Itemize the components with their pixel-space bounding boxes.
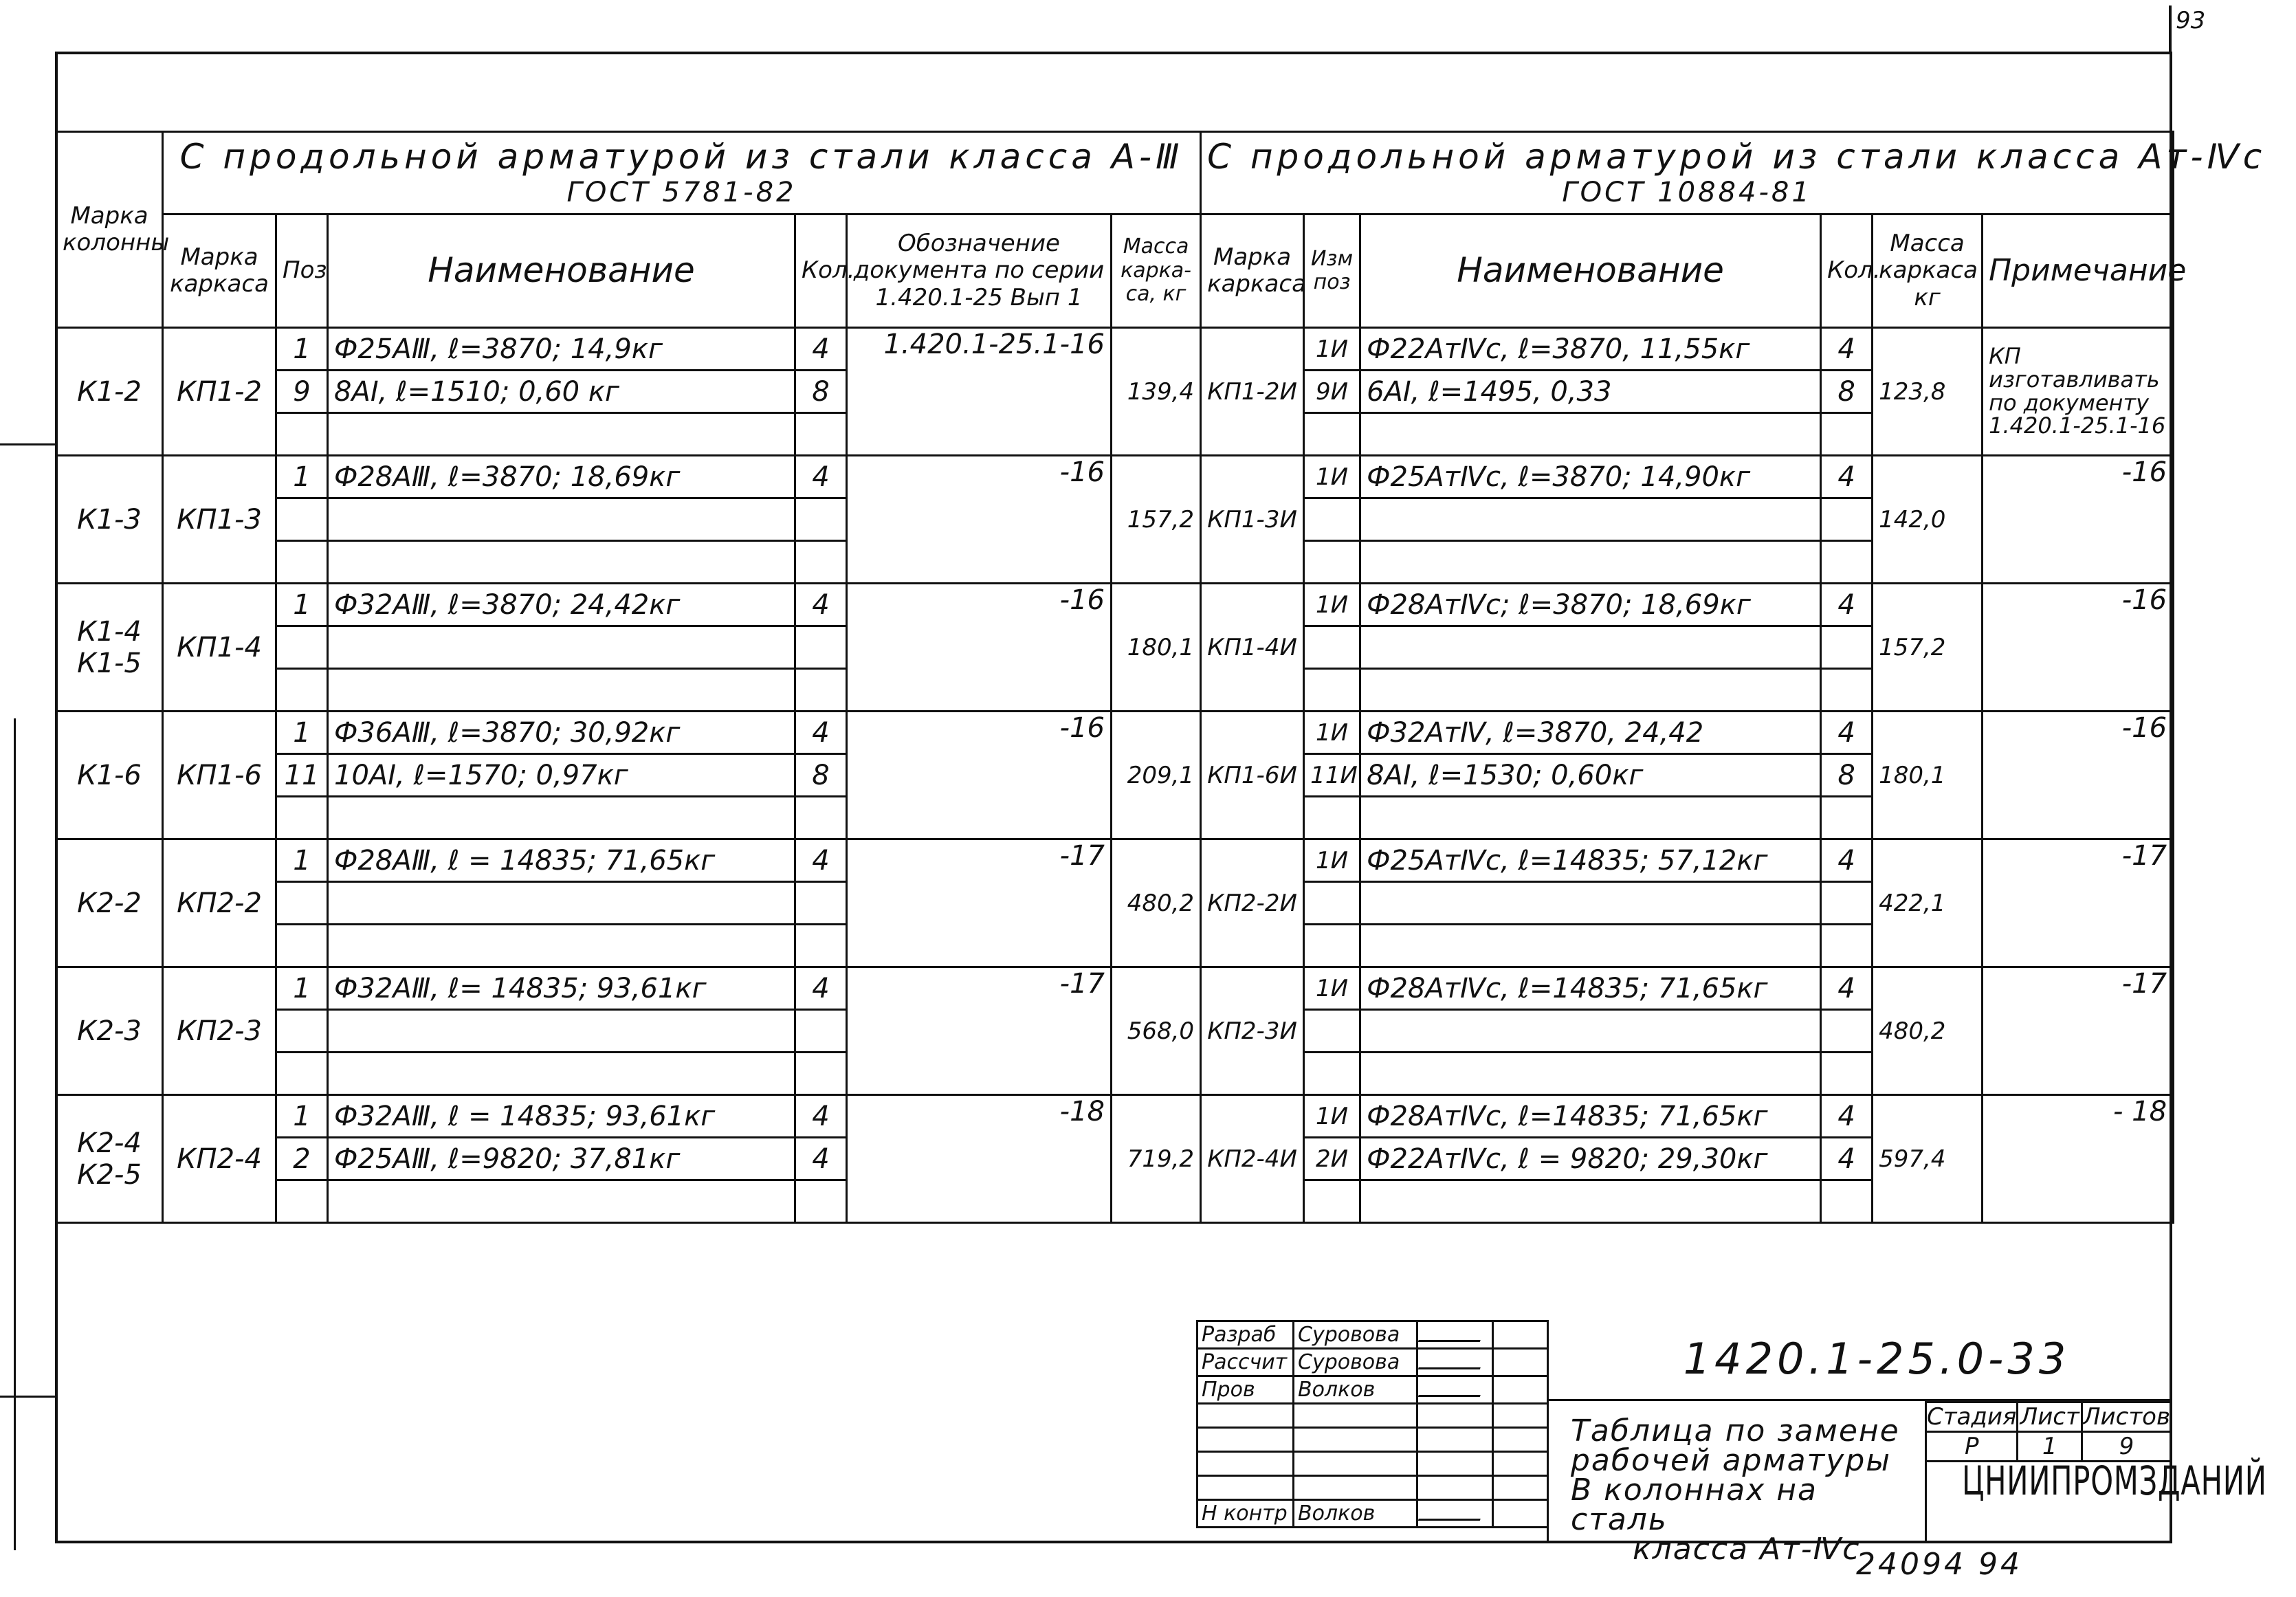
item-name-right: Ф22АтⅣс, ℓ=3870, 11,55кг xyxy=(1360,328,1821,371)
replacement-table xyxy=(55,131,2266,1429)
quantity: 4 xyxy=(795,328,847,371)
item-name-right xyxy=(1360,882,1821,925)
item-name-right: Ф25АтⅣс, ℓ=14835; 57,12кг xyxy=(1360,839,1821,882)
quantity xyxy=(795,541,847,584)
signature-mark xyxy=(1417,1404,1493,1428)
stage-value: Р xyxy=(1926,1432,2018,1462)
position: 11 xyxy=(276,754,328,797)
item-name: Ф25АⅢ, ℓ=9820; 37,81кг xyxy=(328,1138,795,1180)
quantity-right xyxy=(1821,498,1873,541)
frame-mark-right: КП1-6И xyxy=(1201,712,1304,839)
position xyxy=(276,1010,328,1053)
header-column-mark: Марка колонны xyxy=(56,132,163,328)
change-position xyxy=(1304,413,1360,456)
frame-mass: 157,2 xyxy=(1112,456,1201,584)
signature-date xyxy=(1493,1452,1548,1476)
change-position: 1И xyxy=(1304,967,1360,1010)
position: 9 xyxy=(276,371,328,413)
signature-table xyxy=(1196,1320,1549,1528)
group-header-right: С продольной арматурой из стали класса Ат-Ⅳс ГОСТ 10884-81 xyxy=(1201,132,2174,214)
item-name: Ф28АⅢ, ℓ=3870; 18,69кг xyxy=(328,456,795,498)
item-name-right xyxy=(1360,498,1821,541)
signature-date xyxy=(1493,1428,1548,1452)
item-name: Ф32АⅢ, ℓ = 14835; 93,61кг xyxy=(328,1095,795,1138)
signature-date xyxy=(1493,1321,1548,1349)
quantity-right: 4 xyxy=(1821,839,1873,882)
quantity: 4 xyxy=(795,712,847,754)
quantity xyxy=(795,1010,847,1053)
column-mark xyxy=(56,967,163,1095)
header-mass: Масса карка-са, кг xyxy=(1112,214,1201,328)
frame-mark: КП1-3 xyxy=(163,456,276,584)
frame-mark-right: КП1-4И xyxy=(1201,584,1304,712)
quantity-right: 4 xyxy=(1821,1138,1873,1180)
item-name: Ф36АⅢ, ℓ=3870; 30,92кг xyxy=(328,712,795,754)
position: 1 xyxy=(276,712,328,754)
table-row xyxy=(56,712,2174,754)
quantity: 8 xyxy=(795,371,847,413)
item-name xyxy=(328,669,795,712)
change-position: 9И xyxy=(1304,371,1360,413)
quantity-right xyxy=(1821,797,1873,839)
quantity-right xyxy=(1821,1180,1873,1223)
sheet-number: 93 xyxy=(2176,7,2206,34)
column-mark-label: К1-2 xyxy=(77,375,142,408)
frame-mark: КП1-2 xyxy=(163,328,276,456)
position: 1 xyxy=(276,1095,328,1138)
frame-mark: КП2-4 xyxy=(163,1095,276,1223)
frame-mass: 480,2 xyxy=(1112,839,1201,967)
quantity-right xyxy=(1821,669,1873,712)
item-name xyxy=(328,413,795,456)
position xyxy=(276,541,328,584)
position xyxy=(276,413,328,456)
margin-tick xyxy=(0,1396,55,1398)
change-position xyxy=(1304,1053,1360,1095)
frame-mass-right: 142,0 xyxy=(1873,456,1983,584)
header-pos: Поз xyxy=(276,214,328,328)
header-frame-mark-right: Марка каркаса xyxy=(1201,214,1304,328)
table-row xyxy=(56,1095,2174,1138)
frame-mass-right: 422,1 xyxy=(1873,839,1983,967)
column-mark-label: К2-5 xyxy=(77,1158,142,1191)
quantity xyxy=(795,626,847,669)
frame-mass-right: 480,2 xyxy=(1873,967,1983,1095)
quantity xyxy=(795,413,847,456)
signature-scribble xyxy=(1418,1322,1488,1342)
document-ref: -16 xyxy=(847,584,1112,712)
position xyxy=(276,925,328,967)
signature-role xyxy=(1197,1404,1294,1428)
signature-row xyxy=(1197,1476,1548,1500)
frame-mass: 139,4 xyxy=(1112,328,1201,456)
item-name-right: Ф32АтⅣ, ℓ=3870, 24,42 xyxy=(1360,712,1821,754)
title-block-divider xyxy=(1925,1401,1927,1543)
quantity-right: 8 xyxy=(1821,754,1873,797)
item-name-right: Ф22АтⅣс, ℓ = 9820; 29,30кг xyxy=(1360,1138,1821,1180)
change-position: 2И xyxy=(1304,1138,1360,1180)
position xyxy=(276,669,328,712)
change-position: 1И xyxy=(1304,328,1360,371)
frame-mark: КП2-2 xyxy=(163,839,276,967)
note: - 18 xyxy=(1983,1095,2174,1223)
column-mark-label: К2-3 xyxy=(77,1015,142,1047)
inventory-stamp: 24094 94 xyxy=(1856,1547,2022,1582)
change-position: 1И xyxy=(1304,456,1360,498)
item-name: Ф32АⅢ, ℓ= 14835; 93,61кг xyxy=(328,967,795,1010)
document-ref: -17 xyxy=(847,967,1112,1095)
signature-role: Рассчит xyxy=(1197,1349,1294,1376)
header-name: Наименование xyxy=(328,214,795,328)
signature-row xyxy=(1197,1349,1548,1376)
signature-date xyxy=(1493,1376,1548,1404)
sheets-label: Листов xyxy=(2082,1403,2170,1431)
item-name xyxy=(328,1010,795,1053)
position: 2 xyxy=(276,1138,328,1180)
frame-mass-right: 123,8 xyxy=(1873,328,1983,456)
item-name-right xyxy=(1360,797,1821,839)
position: 1 xyxy=(276,584,328,626)
signature-date xyxy=(1493,1476,1548,1500)
item-name-right xyxy=(1360,1053,1821,1095)
stage-label: Стадия xyxy=(1927,1403,2017,1431)
change-position xyxy=(1304,882,1360,925)
table-row xyxy=(56,967,2174,1010)
document-ref: -17 xyxy=(847,839,1112,967)
quantity: 8 xyxy=(795,754,847,797)
column-mark xyxy=(56,584,163,712)
header-frame-mark: Марка каркаса xyxy=(163,214,276,328)
quantity: 4 xyxy=(795,584,847,626)
quantity-right xyxy=(1821,1010,1873,1053)
signature-mark xyxy=(1417,1376,1493,1404)
note: -16 xyxy=(1983,712,2174,839)
item-name-right xyxy=(1360,669,1821,712)
quantity-right: 4 xyxy=(1821,328,1873,371)
signature-mark xyxy=(1417,1452,1493,1476)
change-position: 11И xyxy=(1304,754,1360,797)
frame-mark-right: КП2-4И xyxy=(1201,1095,1304,1223)
signature-name: Суровова xyxy=(1294,1321,1417,1349)
quantity xyxy=(795,797,847,839)
note: -17 xyxy=(1983,967,2174,1095)
document-ref: 1.420.1-25.1-16 xyxy=(847,328,1112,456)
position xyxy=(276,882,328,925)
change-position xyxy=(1304,797,1360,839)
margin-tick xyxy=(0,443,55,445)
note: -17 xyxy=(1983,839,2174,967)
quantity xyxy=(795,925,847,967)
signature-row xyxy=(1197,1500,1548,1528)
position xyxy=(276,1053,328,1095)
column-mark-label: К2-4 xyxy=(77,1127,142,1159)
signature-name xyxy=(1294,1404,1417,1428)
title-block-divider xyxy=(1547,1320,1549,1543)
change-position: 1И xyxy=(1304,712,1360,754)
signature-name: Суровова xyxy=(1294,1349,1417,1376)
frame-mark: КП1-6 xyxy=(163,712,276,839)
quantity-right xyxy=(1821,882,1873,925)
column-mark xyxy=(56,839,163,967)
signature-name xyxy=(1294,1476,1417,1500)
item-name xyxy=(328,541,795,584)
signature-name xyxy=(1294,1452,1417,1476)
table-row xyxy=(56,839,2174,882)
position: 1 xyxy=(276,456,328,498)
signature-row xyxy=(1197,1452,1548,1476)
frame-mass: 719,2 xyxy=(1112,1095,1201,1223)
signature-scribble xyxy=(1418,1501,1488,1521)
table-row xyxy=(56,328,2174,371)
document-ref: -18 xyxy=(847,1095,1112,1223)
quantity xyxy=(795,1053,847,1095)
frame-mass-right: 180,1 xyxy=(1873,712,1983,839)
quantity-right: 4 xyxy=(1821,584,1873,626)
change-position xyxy=(1304,498,1360,541)
quantity-right xyxy=(1821,541,1873,584)
column-mark xyxy=(56,456,163,584)
table-row xyxy=(56,456,2174,498)
item-name-right: Ф28АтⅣс, ℓ=14835; 71,65кг xyxy=(1360,967,1821,1010)
quantity: 4 xyxy=(795,967,847,1010)
document-ref: -16 xyxy=(847,712,1112,839)
frame-mark-right: КП1-2И xyxy=(1201,328,1304,456)
signature-mark xyxy=(1417,1476,1493,1500)
position: 1 xyxy=(276,328,328,371)
frame-mass-right: 157,2 xyxy=(1873,584,1983,712)
document-ref: -16 xyxy=(847,456,1112,584)
organization-name: ЦНИИПРОМЗДАНИЙ xyxy=(1962,1457,2267,1504)
document-code: 1420.1-25.0-33 xyxy=(1683,1334,2071,1384)
item-name xyxy=(328,498,795,541)
item-name-right xyxy=(1360,1180,1821,1223)
signature-role: Пров xyxy=(1197,1376,1294,1404)
column-mark-label: К1-5 xyxy=(77,647,142,679)
column-mark xyxy=(56,328,163,456)
change-position: 1И xyxy=(1304,1095,1360,1138)
sheet-value: 1 xyxy=(2018,1432,2082,1462)
column-mark-label: К1-3 xyxy=(77,503,142,536)
signature-date xyxy=(1493,1349,1548,1376)
column-mark xyxy=(56,712,163,839)
signature-mark xyxy=(1417,1321,1493,1349)
change-position xyxy=(1304,1180,1360,1223)
quantity-right: 4 xyxy=(1821,1095,1873,1138)
quantity xyxy=(795,1180,847,1223)
table-row xyxy=(56,584,2174,626)
column-mark-label: К1-4 xyxy=(77,615,142,648)
item-name-right xyxy=(1360,925,1821,967)
note: -16 xyxy=(1983,584,2174,712)
signature-name: Волков xyxy=(1294,1376,1417,1404)
signature-role: Н контр xyxy=(1197,1500,1294,1528)
position xyxy=(276,626,328,669)
quantity xyxy=(795,882,847,925)
quantity: 4 xyxy=(795,1095,847,1138)
signature-date xyxy=(1493,1404,1548,1428)
quantity-right: 4 xyxy=(1821,456,1873,498)
header-note: Примечание xyxy=(1983,214,2174,328)
header-qty-right: Кол. xyxy=(1821,214,1873,328)
signature-role xyxy=(1197,1452,1294,1476)
item-name-right xyxy=(1360,413,1821,456)
header-change-pos: Изм поз xyxy=(1304,214,1360,328)
signature-row xyxy=(1197,1376,1548,1404)
item-name: Ф28АⅢ, ℓ = 14835; 71,65кг xyxy=(328,839,795,882)
change-position xyxy=(1304,541,1360,584)
stage-table xyxy=(1925,1401,2172,1462)
item-name-right: Ф28АтⅣс; ℓ=3870; 18,69кг xyxy=(1360,584,1821,626)
item-name-right xyxy=(1360,541,1821,584)
note: -16 xyxy=(1983,456,2174,584)
item-name-right: 8АⅠ, ℓ=1530; 0,60кг xyxy=(1360,754,1821,797)
item-name: Ф25АⅢ, ℓ=3870; 14,9кг xyxy=(328,328,795,371)
position xyxy=(276,498,328,541)
quantity xyxy=(795,498,847,541)
column-mark-label: К2-2 xyxy=(77,887,142,919)
quantity-right xyxy=(1821,413,1873,456)
signature-date xyxy=(1493,1500,1548,1528)
change-position: 1И xyxy=(1304,584,1360,626)
header-qty: Кол. xyxy=(795,214,847,328)
position: 1 xyxy=(276,967,328,1010)
note: КП изготавливать по документу 1.420.1-25.1-16 xyxy=(1983,328,2174,456)
margin-line xyxy=(14,718,16,1550)
item-name: 10АⅠ, ℓ=1570; 0,97кг xyxy=(328,754,795,797)
item-name-right xyxy=(1360,1010,1821,1053)
header-doc: Обозначение документа по серии 1.420.1-25 Вып 1 xyxy=(847,214,1112,328)
signature-name xyxy=(1294,1428,1417,1452)
frame-mark: КП2-3 xyxy=(163,967,276,1095)
position xyxy=(276,1180,328,1223)
frame-mass: 180,1 xyxy=(1112,584,1201,712)
item-name-right: 6АⅠ, ℓ=1495, 0,33 xyxy=(1360,371,1821,413)
signature-role xyxy=(1197,1428,1294,1452)
signature-mark xyxy=(1417,1428,1493,1452)
item-name: 8АⅠ, ℓ=1510; 0,60 кг xyxy=(328,371,795,413)
item-name-right xyxy=(1360,626,1821,669)
item-name xyxy=(328,626,795,669)
frame-mark: КП1-4 xyxy=(163,584,276,712)
document-title: Таблица по замене рабочей арматуры В колоннах на сталь класса Ат-Ⅳс xyxy=(1571,1413,1900,1567)
quantity: 4 xyxy=(795,456,847,498)
quantity: 4 xyxy=(795,839,847,882)
frame-mass: 568,0 xyxy=(1112,967,1201,1095)
item-name-right: Ф28АтⅣс, ℓ=14835; 71,65кг xyxy=(1360,1095,1821,1138)
item-name xyxy=(328,797,795,839)
signature-mark xyxy=(1417,1349,1493,1376)
change-position xyxy=(1304,1010,1360,1053)
position: 1 xyxy=(276,839,328,882)
quantity-right: 8 xyxy=(1821,371,1873,413)
quantity-right xyxy=(1821,925,1873,967)
group-header-left: С продольной арматурой из стали класса А-Ⅲ ГОСТ 5781-82 xyxy=(163,132,1201,214)
column-mark xyxy=(56,1095,163,1223)
item-name xyxy=(328,1053,795,1095)
signature-row xyxy=(1197,1428,1548,1452)
signature-name: Волков xyxy=(1294,1500,1417,1528)
position xyxy=(276,797,328,839)
header-mass-right: Масса каркаса кг xyxy=(1873,214,1983,328)
quantity-right xyxy=(1821,626,1873,669)
quantity: 4 xyxy=(795,1138,847,1180)
change-position xyxy=(1304,925,1360,967)
sheet-number-bar xyxy=(2169,5,2172,54)
item-name-right: Ф25АтⅣс, ℓ=3870; 14,90кг xyxy=(1360,456,1821,498)
frame-mass: 209,1 xyxy=(1112,712,1201,839)
item-name xyxy=(328,882,795,925)
signature-scribble xyxy=(1418,1377,1488,1397)
item-name xyxy=(328,1180,795,1223)
change-position: 1И xyxy=(1304,839,1360,882)
item-name xyxy=(328,925,795,967)
signature-row xyxy=(1197,1321,1548,1349)
signature-mark xyxy=(1417,1500,1493,1528)
frame-mark-right: КП2-2И xyxy=(1201,839,1304,967)
item-name: Ф32АⅢ, ℓ=3870; 24,42кг xyxy=(328,584,795,626)
header-name-right: Наименование xyxy=(1360,214,1821,328)
frame-mark-right: КП2-3И xyxy=(1201,967,1304,1095)
change-position xyxy=(1304,669,1360,712)
quantity-right: 4 xyxy=(1821,712,1873,754)
quantity xyxy=(795,669,847,712)
signature-role xyxy=(1197,1476,1294,1500)
sheets-value: 9 xyxy=(2082,1432,2171,1462)
signature-role: Разраб xyxy=(1197,1321,1294,1349)
change-position xyxy=(1304,626,1360,669)
signature-scribble xyxy=(1418,1350,1488,1369)
signature-row xyxy=(1197,1404,1548,1428)
frame-mark-right: КП1-3И xyxy=(1201,456,1304,584)
frame-mass-right: 597,4 xyxy=(1873,1095,1983,1223)
column-mark-label: К1-6 xyxy=(77,759,142,791)
quantity-right xyxy=(1821,1053,1873,1095)
sheet-label: Лист xyxy=(2018,1402,2082,1432)
quantity-right: 4 xyxy=(1821,967,1873,1010)
